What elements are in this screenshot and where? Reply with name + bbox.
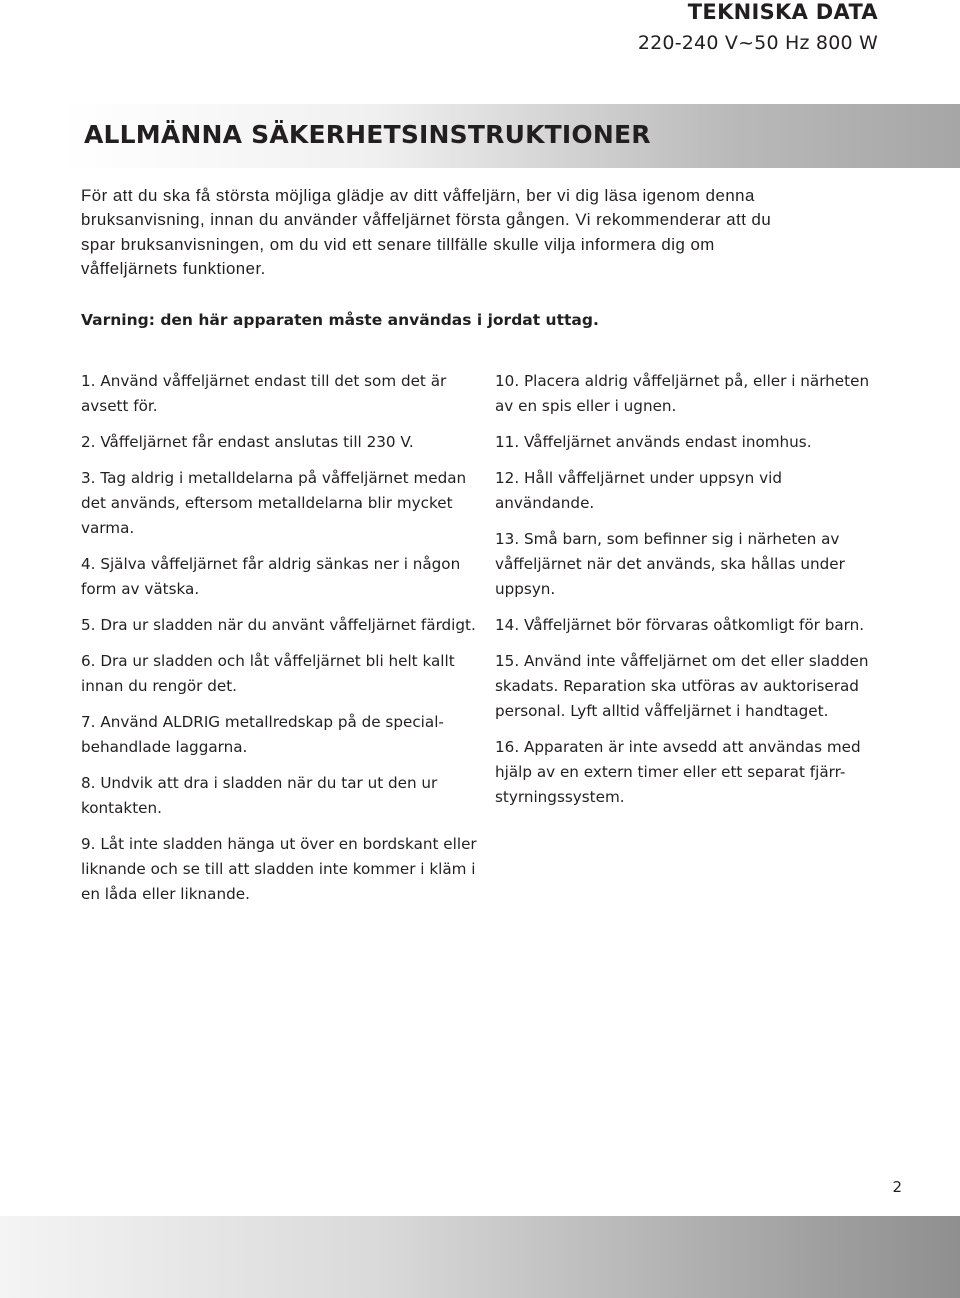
instruction-item: 6. Dra ur sladden och låt våffeljärnet bli helt kallt innan du rengör det. xyxy=(81,652,455,695)
instruction-item: 1. Använd våffeljärnet endast till det som det är avsett för. xyxy=(81,372,447,415)
tech-data-spec: 220-240 V~50 Hz 800 W xyxy=(637,32,878,54)
section-banner xyxy=(62,104,960,168)
instruction-item: 9. Låt inte sladden hänga ut över en bordskant eller liknande och se till att sladden inte kommer i kläm i en låda eller liknande. xyxy=(81,835,477,903)
intro-paragraph: För att du ska få största möjliga glädje av ditt våffeljärn, ber vi dig läsa igenom denna bruksanvisning, innan du använder våffeljärnet första gången. Vi rekommenderar att du spar bruksanvisningen, om du vid ett senare tillfälle skulle vilja informera dig om våffeljärnets funktioner. xyxy=(81,186,772,278)
instruction-item: 7. Använd ALDRIG metallredskap på de special-behandlade laggarna. xyxy=(81,713,444,756)
instruction-item: 4. Själva våffeljärnet får aldrig sänkas ner i någon form av vätska. xyxy=(81,555,461,598)
instruction-item: 5. Dra ur sladden när du använt våffeljärnet färdigt. xyxy=(81,616,476,634)
instruction-item: 13. Små barn, som befinner sig i närheten av våffeljärnet när det används, ska hållas under uppsyn. xyxy=(495,530,845,598)
instructions-left-column xyxy=(81,369,481,918)
instruction-item: 2. Våffeljärnet får endast anslutas till 230 V. xyxy=(81,433,414,451)
instruction-item: 11. Våffeljärnet används endast inomhus. xyxy=(495,433,812,451)
page-number: 2 xyxy=(892,1178,902,1196)
bottom-decorative-bar xyxy=(0,1216,960,1298)
tech-data-title: TEKNISKA DATA xyxy=(687,0,878,24)
instruction-item: 10. Placera aldrig våffeljärnet på, eller i närheten av en spis eller i ugnen. xyxy=(495,372,870,415)
instruction-item: 14. Våffeljärnet bör förvaras oåtkomligt för barn. xyxy=(495,616,865,634)
instructions-right-column xyxy=(495,369,885,821)
warning-text: Varning: den här apparaten måste användas i jordat uttag. xyxy=(81,311,599,329)
instruction-item: 12. Håll våffeljärnet under uppsyn vid användande. xyxy=(495,469,782,512)
instruction-item: 15. Använd inte våffeljärnet om det eller sladden skadats. Reparation ska utföras av auktoriserad personal. Lyft alltid våffeljärnet i handtaget. xyxy=(495,652,869,720)
instruction-item: 8. Undvik att dra i sladden när du tar ut den ur kontakten. xyxy=(81,774,438,817)
instruction-item: 16. Apparaten är inte avsedd att användas med hjälp av en extern timer eller ett separat fjärr-styrningssystem. xyxy=(495,738,861,806)
section-title: ALLMÄNNA SÄKERHETSINSTRUKTIONER xyxy=(84,120,651,149)
instruction-item: 3. Tag aldrig i metalldelarna på våffeljärnet medan det används, eftersom metalldelarna blir mycket varma. xyxy=(81,469,467,537)
